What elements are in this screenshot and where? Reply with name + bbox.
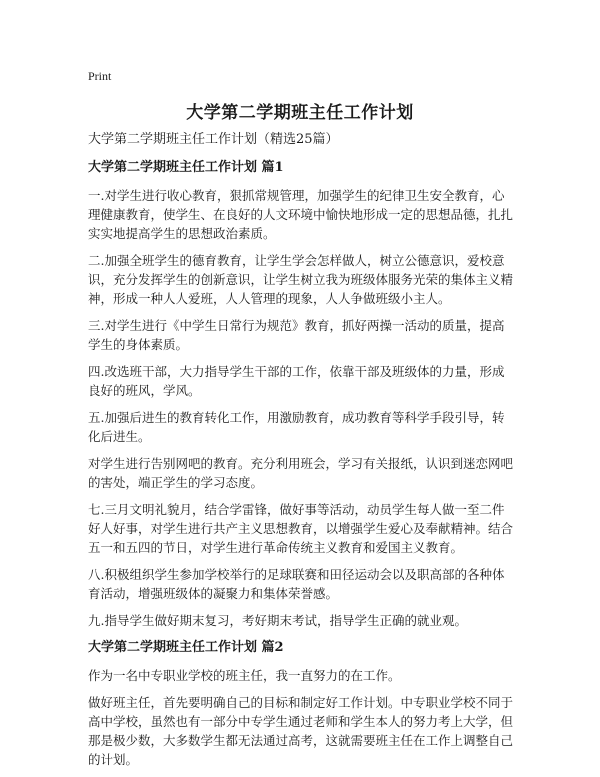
paragraph: 九.指导学生做好期末复习，考好期末考试，指导学生正确的就业观。 — [88, 613, 467, 628]
paragraph: 二.加强全班学生的德育教育，让学生学会怎样做人，树立公德意识，爱校意识，充分发挥学生的创新意识，让学生树立我为班级体服务光荣的集体主义精神，形成一种人人爱班，人人管理的现象，人人争做班级小主人。 — [88, 253, 514, 306]
print-link[interactable]: Print — [88, 69, 112, 83]
document-title: 大学第二学期班主任工作计划 — [186, 103, 414, 123]
paragraph: 做好班主任，首先要明确自己的目标和制定好工作计划。中专职业学校不同于高中学校，虽然也有一部分中专学生通过老师和学生本人的努力考上大学，但那是极少数，大多数学生都无法通过高考，这就需要班主任在工作上调整自己的计划。 — [88, 695, 514, 767]
section-heading: 大学第二学期班主任工作计划 篇1 — [88, 160, 284, 175]
paragraph: 三.对学生进行《中学生日常行为规范》教育，抓好两操一活动的质量，提高学生的身体素质。 — [88, 318, 505, 352]
section-1 — [88, 158, 514, 630]
paragraph: 四.改选班干部，大力指导学生干部的工作，依靠干部及班级体的力量，形成良好的班风，学风。 — [88, 364, 505, 398]
document-subtitle: 大学第二学期班主任工作计划（精选25篇） — [88, 132, 339, 147]
paragraph: 一.对学生进行收心教育，狠抓常规管理，加强学生的纪律卫生安全教育，心理健康教育，使学生、在良好的人文环境中愉快地形成一定的思想品德，扎扎实实地提高学生的思想政治素质。 — [88, 188, 514, 241]
paragraph: 八.积极组织学生参加学校举行的足球联赛和田径运动会以及职高部的各种体育活动，增强班级体的凝聚力和集体荣誉感。 — [88, 567, 505, 601]
document-body — [88, 130, 514, 777]
paragraph: 七.三月文明礼貌月，结合学雷锋，做好事等活动，动员学生每人做一至二件好人好事，对学生进行共产主义思想教育，以增强学生爱心及奉献精神。结合五一和五四的节日，对学生进行革命传统主义教育和爱国主义教育。 — [88, 502, 514, 555]
paragraph: 对学生进行告别网吧的教育。充分利用班会，学习有关报纸，认识到迷恋网吧的害处，端正学生的学习态度。 — [88, 456, 514, 490]
paragraph: 作为一名中专职业学校的班主任，我一直努力的在工作。 — [88, 668, 401, 683]
section-2 — [88, 638, 514, 769]
paragraph: 五.加强后进生的教育转化工作，用激励教育，成功教育等科学手段引导，转化后进生。 — [88, 410, 505, 444]
section-heading: 大学第二学期班主任工作计划 篇2 — [88, 640, 284, 655]
